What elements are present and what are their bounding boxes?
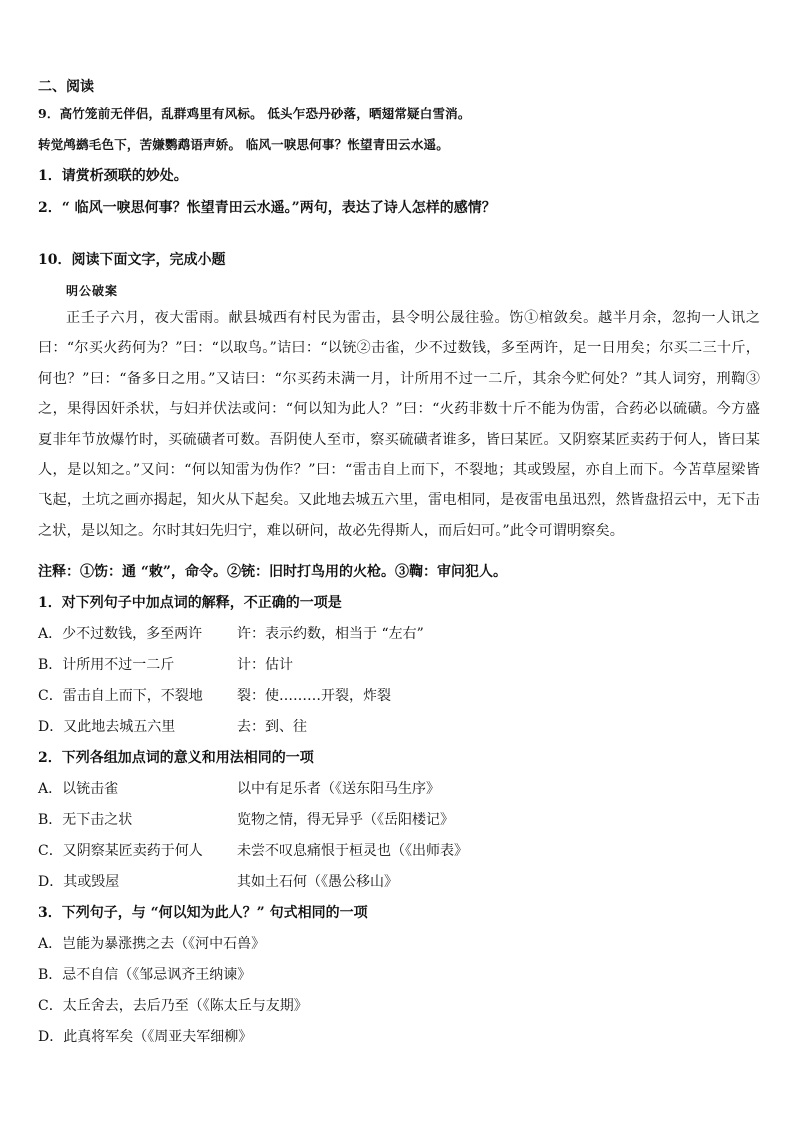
q10-sub2-option-a-compare: 以中有足乐者（《送东阳马生序》 — [237, 781, 440, 797]
q9-poem-line-1: 9．高竹笼前无伴侣，乱群鸡里有风标。 低头乍恐丹砂落，晒翅常疑白雪消。 — [38, 106, 471, 121]
q9-poem-line-2: 转觉鸬鹚毛色下，苦嫌鹦鹉语声娇。 临风一唳思何事？怅望青田云水遥。 — [38, 137, 449, 152]
q10-sub1-option-d-gloss: 去：到、往 — [237, 719, 307, 735]
q10-sub1-option-c-gloss: 裂：使………开裂，炸裂 — [237, 688, 391, 704]
section-heading: 二、阅读 — [38, 79, 94, 95]
q10-sub1-option-a-gloss: 许：表示约数，相当于 “左右” — [237, 626, 424, 642]
q10-sub3-option-b: B．忌不自信（《邹忌讽齐王纳谏》 — [38, 967, 252, 983]
q10-sub1-option-d: D．又此地去城五六里 — [38, 719, 176, 735]
q10-sub1-stem: 1．对下列句子中加点词的解释，不正确的一项是 — [38, 595, 342, 611]
q9-subquestion-1: 1．请赏析颈联的妙处。 — [38, 168, 188, 184]
q10-sub1-option-a: A．少不过数钱，多至两许 — [38, 626, 203, 642]
passage-notes: 注释：①饬：通 “敕”，命令。②铳：旧时打鸟用的火枪。③鞫：审问犯人。 — [38, 564, 507, 580]
q10-sub3-option-a: A．岂能为暴涨携之去（《河中石兽》 — [38, 936, 266, 952]
passage-text: 正壬子六月，夜大雷雨。献县城西有村民为雷击，县令明公晟往验。饬①棺敛矣。越半月余，忽拘一人讯之曰：“尔买火药何为？”曰：“以取鸟。”诘曰：“以铳②击雀，少不过数钱，多至两许，足一日用矣；尔买二三十斤，何也？”曰：“备多日之用。”又诘曰：“尔买药未满一月，计所用不过一二斤，其余今贮何处？”其人词穷，刑鞫③之，果得因奸杀状，与妇并伏法或问：“何以知为此人？”曰：“火药非数十斤不能为伪雷，合药必以硫磺。今方盛夏非年节放爆竹时，买硫磺者可数。吾阴使人至市，察买硫磺者谁多，皆曰某匠。又阴察某匠卖药于何人，皆曰某人，是以知之。”又问：“何以知雷为伪作？”曰：“雷击自上而下，不裂地；其或毁屋，亦自上而下。今苫草屋梁皆飞起，土坑之画亦揭起，知火从下起矣。又此地去城五六里，雷电相同，是夜雷电虽迅烈，然皆盘招云中，无下击之状，是以知之。尔时其妇先归宁，难以研问，故必先得斯人，而后妇可。”此令可谓明察矣。 — [38, 310, 760, 539]
q10-sub2-option-a: A．以铳击雀 — [38, 781, 119, 797]
q10-sub1-option-b-gloss: 计：估计 — [237, 657, 293, 673]
q10-sub2-option-b: B．无下击之状 — [38, 812, 133, 828]
q10-sub2-option-c: C．又阴察某匠卖药于何人 — [38, 843, 203, 859]
q10-sub1-option-c: C．雷击自上而下，不裂地 — [38, 688, 203, 704]
q9-subquestion-2: 2．“ 临风一唳思何事？怅望青田云水遥。”两句，表达了诗人怎样的感情？ — [38, 200, 496, 216]
q10-sub2-stem: 2．下列各组加点词的意义和用法相同的一项 — [38, 750, 314, 766]
q10-sub2-option-d-compare: 其如土石何（《愚公移山》 — [237, 874, 398, 890]
q10-heading: 10．阅读下面文字，完成小题 — [38, 252, 226, 268]
q10-sub2-option-c-compare: 未尝不叹息痛恨于桓灵也（《出师表》 — [237, 843, 468, 859]
q10-sub3-stem: 3．下列句子，与 “何以知为此人？” 句式相同的一项 — [38, 905, 368, 921]
q10-sub3-option-d: D．此真将军矣（《周亚夫军细柳》 — [38, 1029, 253, 1045]
q10-sub2-option-b-compare: 览物之情，得无异乎（《岳阳楼记》 — [237, 812, 454, 828]
q10-sub3-option-c: C．太丘舍去，去后乃至（《陈太丘与友期》 — [38, 998, 308, 1014]
q10-sub1-option-b: B．计所用不过一二斤 — [38, 657, 175, 673]
passage-title: 明公破案 — [66, 284, 119, 298]
q10-sub2-option-d: D．其或毁屋 — [38, 874, 120, 890]
